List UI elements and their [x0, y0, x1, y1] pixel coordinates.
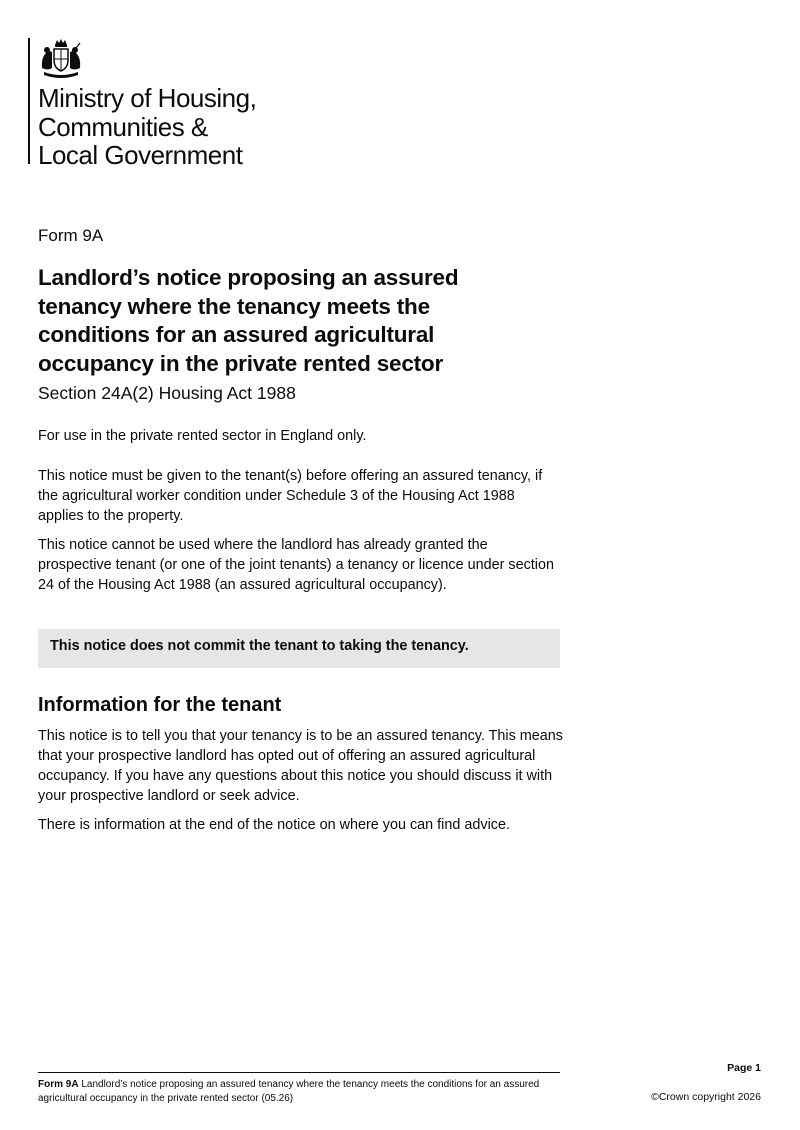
restriction-paragraph: This notice cannot be used where the landlord has already granted the prospective tenant (or one of the joint tenants) a tenancy or licence under section 24 of the Housing Act 1988 (an assured agricultural occupancy).: [38, 537, 554, 593]
footer-form-description: Landlord’s notice proposing an assured tenancy where the tenancy meets the conditions for an assured agricultural occupancy in the private rented sector (05.26): [38, 1079, 540, 1104]
usage-paragraph: For use in the private rented sector in England only.: [38, 428, 367, 444]
logo-rule: [28, 38, 30, 164]
form-number: Form 9A: [38, 226, 104, 245]
footer-form-label: Form 9A: [38, 1079, 79, 1090]
notice-title: Landlord’s notice proposing an assured tenancy where the tenancy meets the conditions for an assured agricultural occupancy in the private rented sector: [38, 265, 459, 376]
tenant-info-paragraph: This notice is to tell you that your tenancy is to be an assured tenancy. This means that your prospective landlord has opted out of offering an assured agricultural occupancy. If you have any questions about this notice you should discuss it with your prospective landlord or seek advice.: [38, 728, 564, 804]
advice-paragraph: There is information at the end of the notice on where you can find advice.: [38, 817, 510, 833]
commitment-callout: This notice does not commit the tenant to taking the tenancy.: [38, 629, 560, 668]
page-number: Page 1: [727, 1062, 761, 1074]
footer-description: [38, 1078, 558, 1105]
royal-coat-of-arms-icon: [38, 38, 84, 78]
timing-paragraph: This notice must be given to the tenant(s) before offering an assured tenancy, if the agricultural worker condition under Schedule 3 of the Housing Act 1988 applies to the property.: [38, 468, 543, 524]
legislation-reference: Section 24A(2) Housing Act 1988: [38, 383, 296, 403]
tenant-info-heading: Information for the tenant: [38, 694, 282, 716]
copyright-notice: ©Crown copyright 2026: [651, 1091, 761, 1103]
department-name: Ministry of Housing, Communities & Local Government: [38, 83, 257, 170]
footer-rule: [38, 1072, 560, 1073]
